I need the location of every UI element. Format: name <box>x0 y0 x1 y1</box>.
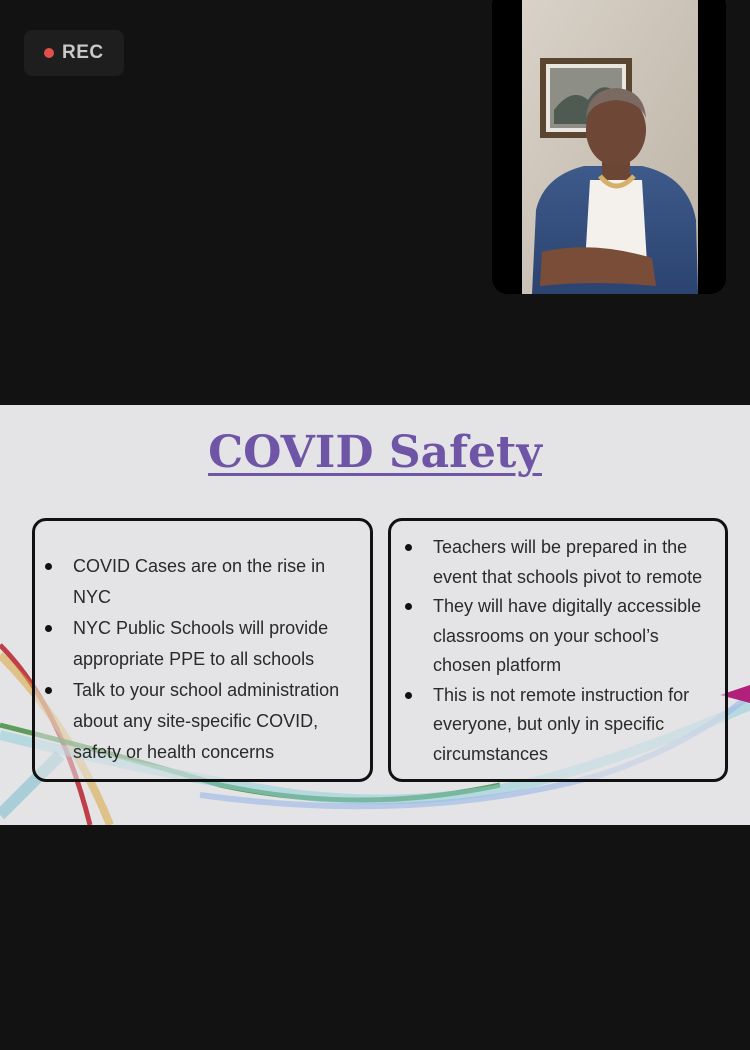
record-dot-icon <box>44 48 54 58</box>
right-bullet-list <box>391 521 725 769</box>
list-item: Teachers will be prepared in the event that schools pivot to remote <box>403 533 717 592</box>
right-info-box <box>388 518 728 782</box>
bullet-icon <box>405 544 412 551</box>
bullet-icon <box>45 625 52 632</box>
list-item: COVID Cases are on the rise in NYC <box>43 551 360 613</box>
recording-indicator <box>24 30 124 76</box>
bullet-icon <box>405 692 412 699</box>
participant-video-tile[interactable] <box>492 0 726 294</box>
bullet-icon <box>45 563 52 570</box>
left-info-box <box>32 518 373 782</box>
bullet-icon <box>405 603 412 610</box>
left-bullet-list <box>35 521 370 768</box>
list-item: NYC Public Schools will provide appropriate PPE to all schools <box>43 613 360 675</box>
bullet-icon <box>45 687 52 694</box>
list-item: This is not remote instruction for everyone, but only in specific circumstances <box>403 681 717 770</box>
list-item: Talk to your school administration about any site-specific COVID, safety or health concerns <box>43 675 360 768</box>
participant-video-feed <box>492 0 726 294</box>
recording-label: REC <box>62 42 104 63</box>
shared-slide <box>0 405 750 825</box>
slide-title: COVID Safety <box>208 427 542 478</box>
list-item: They will have digitally accessible classrooms on your school’s chosen platform <box>403 592 717 681</box>
